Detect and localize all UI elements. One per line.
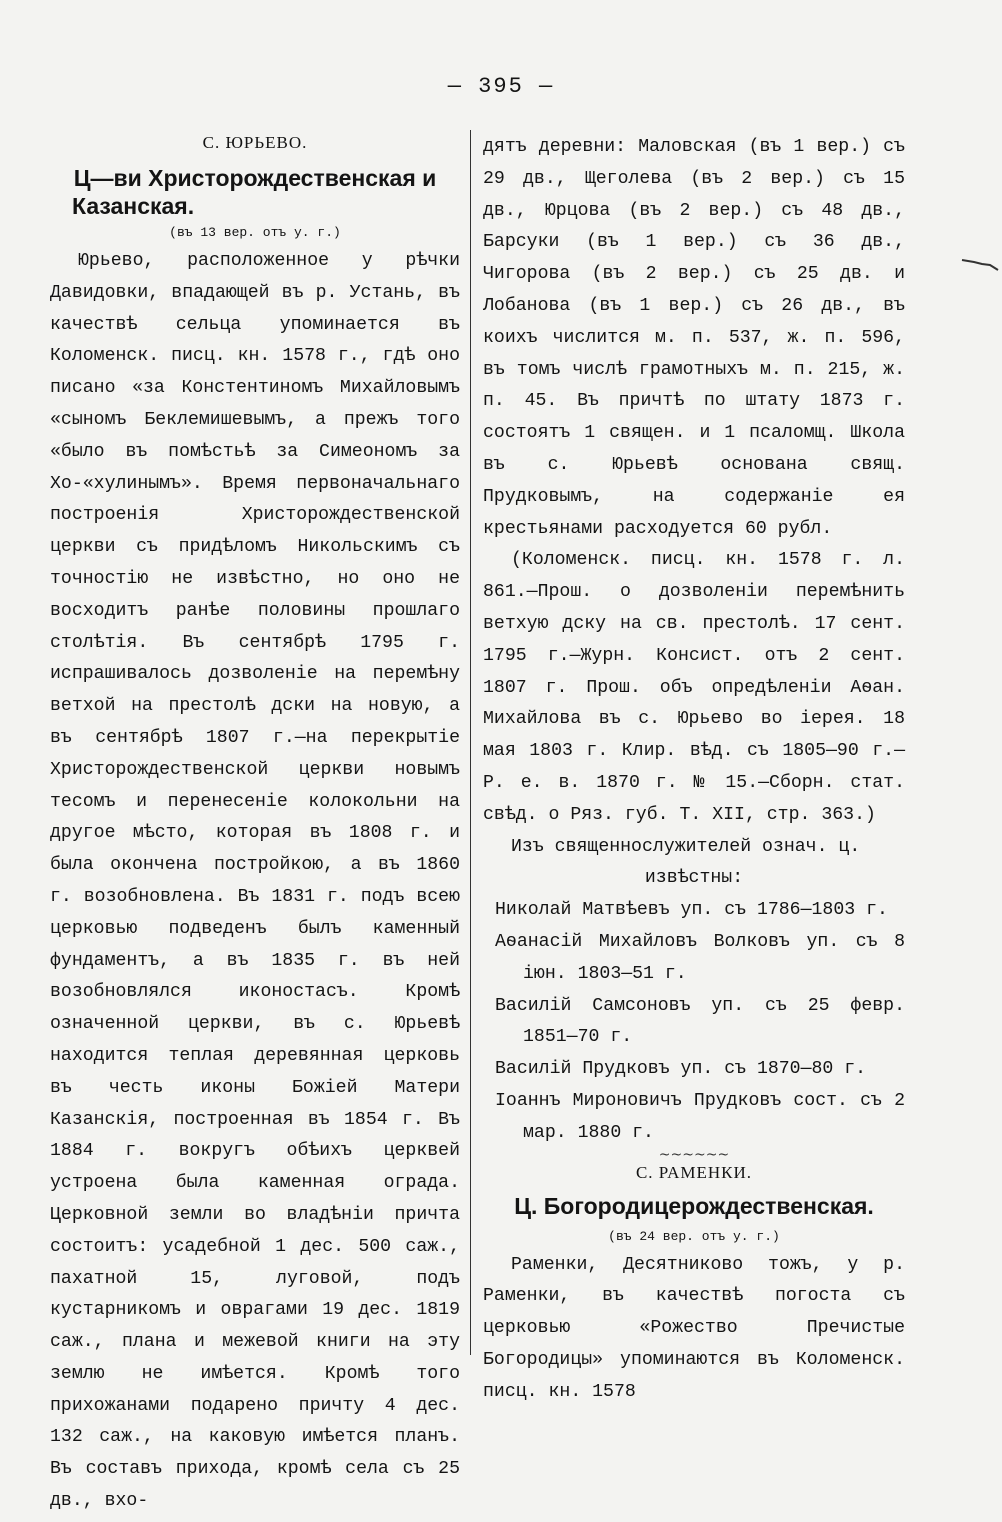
church-title: Ц. Богородицерождественская. — [514, 1192, 874, 1219]
clergy-intro: Изъ священнослужителей означ. ц. — [511, 836, 861, 857]
body-paragraph: Юрьево, расположенное у рѣчки Давидовки, впадающей въ р. Устань, въ качествѣ сельца упоминается въ Коломенск. писц. кн. 1578 г., гдѣ оно писано «за Констентиномъ Михайловымъ «сыномъ Беклемишевымъ, а прежъ того «было въ помѣстьѣ за Симеономъ за Хо-«хулинымъ». Время первоначальнаго построенія Христорождественской церкви съ придѣломъ Никольскимъ съ точностію не извѣстно, но оно не восходитъ ранѣе половины прошлаго столѣтія. Въ сентябрѣ 1795 г. испрашивалось дозволеніе на перемѣну ветхой на престолѣ дски на новую, а въ сентябрѣ 1807 г.—на перекрытіе Христорождественской церкви новымъ тесомъ и перенесеніе колокольни на другое мѣсто, которая въ 1808 г. и была окончена постройкою, а въ 1860 г. возобновлена. Въ 1831 г. подъ всею церковью подведенъ былъ каменный фундаментъ, а въ 1835 г. въ ней возобновлялся иконостасъ. Кромѣ означенной церкви, въ с. Юрьевѣ находится теплая деревянная церковь въ честь иконы Божіей Матери Казанскія, построенная въ 1854 г. Въ 1884 г. вокругъ обѣихъ церквей устроена была каменная ограда. Церковной земли во владѣніи причта состоитъ: усадебной 1 дес. 500 саж., пахатной 15, луговой, подъ кустарникомъ и оврагами 19 дес. 1819 саж., плана и межевой книги на эту землю не имѣется. Кромѣ того прихожанами подарено причту 4 дес. 132 саж., на каковую имѣется планъ. Въ составъ прихода, кромѣ села съ 25 дв., вхо- — [50, 251, 460, 1512]
distance-note: (въ 13 вер. отъ у. г.) — [169, 225, 341, 240]
left-column — [50, 132, 460, 1518]
clergy-entry: Аѳанасій Михайловъ Волковъ уп. съ 8 іюн. 1803—51 г. — [495, 931, 905, 984]
right-column — [483, 132, 905, 1408]
village-heading-ramenki: С. РАМЕНКИ. — [635, 1162, 753, 1182]
distance-note: (въ 24 вер. отъ у. г.) — [608, 1228, 780, 1244]
sources-paragraph: (Коломенск. писц. кн. 1578 г. л. 861.—Прош. о дозволеніи перемѣнить ветхую дску на св. престолѣ. 17 сент. 1795 г.—Журн. Консист. отъ 2 сент. 1807 г. Прош. объ опредѣленіи Аѳан. Михайлова въ с. Юрьево во іерея. 18 мая 1803 г. Клир. вѣд. съ 1805—90 г.—Р. е. в. 1870 г. № 15.—Сборн. стат. свѣд. о Ряз. губ. Т. XII, стр. 363.) — [483, 550, 905, 825]
church-title-line-1: Ц—ви Христорождественская и — [73, 165, 437, 191]
body-paragraph: дятъ деревни: Маловская (въ 1 вер.) съ 29 дв., Щеголева (въ 2 вер.) съ 15 дв., Юрцова (въ 2 вер.) съ 48 дв., Барсуки (въ 1 вер.) съ 36 дв., Чигорова (въ 2 вер.) съ 25 дв. и Лобанова (въ 1 вер.) съ 26 дв., въ коихъ числится м. п. 537, ж. п. 596, въ томъ числѣ грамотныхъ м. п. 215, ж. п. 45. Въ причтѣ по штату 1873 г. состоятъ 1 священ. и 1 псаломщ. Школа въ с. Юрьевѣ основана свящ. Прудковымъ, на содержаніе ея крестьянами расходуется 60 рубл. — [483, 137, 905, 539]
section-separator: ~~~~~~ — [658, 1146, 730, 1163]
clergy-entry: Іоаннъ Мироновичъ Прудковъ сост. съ 2 мар. 1880 г. — [495, 1090, 905, 1143]
clergy-intro-continued: извѣстны: — [644, 868, 744, 889]
clergy-entry: Василій Самсоновъ уп. съ 25 февр. 1851—70 г. — [495, 995, 905, 1048]
page-edge-mark — [960, 252, 1000, 272]
page-number: — 395 — — [447, 74, 555, 99]
village-heading-yurevo: С. ЮРЬЕВО. — [202, 133, 308, 152]
column-divider — [470, 130, 471, 1355]
clergy-entry: Николай Матвѣевъ уп. съ 1786—1803 г. — [495, 900, 888, 921]
church-title-line-2: Казанская. — [72, 193, 195, 219]
body-paragraph: Раменки, Десятниково тожъ, у р. Раменки, въ качествѣ погоста съ церковью «Рожество Пречистые Богородицы» упоминаются въ Коломенск. писц. кн. 1578 — [483, 1254, 905, 1402]
clergy-entry: Василій Прудковъ уп. съ 1870—80 г. — [495, 1059, 867, 1080]
